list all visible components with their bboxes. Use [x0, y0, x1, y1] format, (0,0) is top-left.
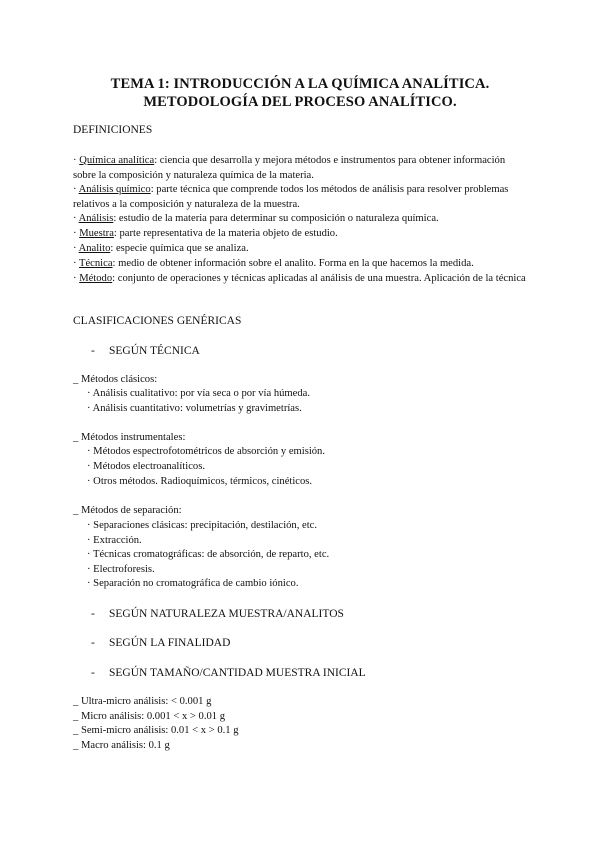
segun-tecnica-heading: SEGÚN TÉCNICA	[109, 345, 200, 357]
bullet-dash: -	[91, 637, 95, 649]
list-item: _ Semi-micro análisis: 0.01 < x > 0.1 g	[73, 725, 239, 736]
segun-naturaleza-heading: SEGÚN NATURALEZA MUESTRA/ANALITOS	[109, 608, 344, 620]
definition-tecnica: · Técnica: medio de obtener información sobre el analito. Forma en la que hacemos la medida.	[73, 258, 474, 269]
definition-quimica-analitica: · Química analítica: ciencia que desarrolla y mejora métodos e instrumentos para obtener información sobre la composición y naturaleza química de la materia.	[73, 155, 506, 181]
metodos-instrumentales-title: _ Métodos instrumentales:	[73, 432, 186, 443]
definition-term: Técnica	[79, 258, 113, 269]
list-item: · Extracción.	[87, 535, 142, 546]
list-item: · Otros métodos. Radioquímicos, térmicos, cinéticos.	[87, 476, 313, 487]
list-item: _ Micro análisis: 0.001 < x > 0.01 g	[73, 711, 226, 722]
segun-tamano-heading: SEGÚN TAMAÑO/CANTIDAD MUESTRA INICIAL	[109, 667, 366, 679]
bullet-dash: -	[91, 667, 95, 679]
definition-term: Análisis químico	[78, 184, 151, 195]
metodos-clasicos-title: _ Métodos clásicos:	[73, 374, 158, 385]
list-item: · Separaciones clásicas: precipitación, destilación, etc.	[87, 520, 318, 531]
definition-term: Química analítica	[79, 155, 155, 166]
list-item: · Métodos electroanalíticos.	[87, 461, 205, 472]
definition-analisis: · Análisis: estudio de la materia para determinar su composición o naturaleza química.	[73, 213, 439, 224]
list-item: _ Ultra-micro análisis: < 0.001 g	[73, 696, 212, 707]
definition-metodo: · Método: conjunto de operaciones y técnicas aplicadas al análisis de una muestra. Aplicación de la técnica	[73, 273, 526, 284]
list-item: · Separación no cromatográfica de cambio iónico.	[87, 578, 299, 589]
list-item: · Análisis cualitativo: por vía seca o por vía húmeda.	[87, 388, 310, 399]
list-item: · Análisis cuantitativo: volumetrías y gravimetrías.	[87, 403, 302, 414]
list-item: · Métodos espectrofotométricos de absorción y emisión.	[87, 446, 326, 457]
list-item: · Técnicas cromatográficas: de absorción, de reparto, etc.	[87, 549, 330, 560]
bullet-dash: -	[91, 345, 95, 357]
document-title-line-1: TEMA 1: INTRODUCCIÓN A LA QUÍMICA ANALÍTICA.	[110, 76, 490, 92]
definition-muestra: · Muestra: parte representativa de la materia objeto de estudio.	[73, 228, 338, 239]
definition-term: Análisis	[78, 213, 114, 224]
definition-term: Método	[79, 273, 113, 284]
list-item: _ Macro análisis: 0.1 g	[73, 740, 170, 751]
clasificaciones-heading: CLASIFICACIONES GENÉRICAS	[73, 315, 242, 327]
metodos-separacion-title: _ Métodos de separación:	[73, 505, 182, 516]
definition-analisis-quimico: · Análisis químico: parte técnica que comprende todos los métodos de análisis para resolver problemas relativos a la composición y naturaleza de la muestra.	[73, 184, 509, 210]
definition-analito: · Analito: especie química que se analiza.	[73, 243, 249, 254]
definiciones-heading: DEFINICIONES	[73, 124, 153, 136]
document-title-line-2: METODOLOGÍA DEL PROCESO ANALÍTICO.	[143, 94, 457, 110]
definition-term: Analito	[78, 243, 111, 254]
list-item: · Electroforesis.	[87, 564, 155, 575]
bullet-dash: -	[91, 608, 95, 620]
segun-finalidad-heading: SEGÚN LA FINALIDAD	[109, 637, 231, 649]
definition-term: Muestra	[79, 228, 114, 239]
